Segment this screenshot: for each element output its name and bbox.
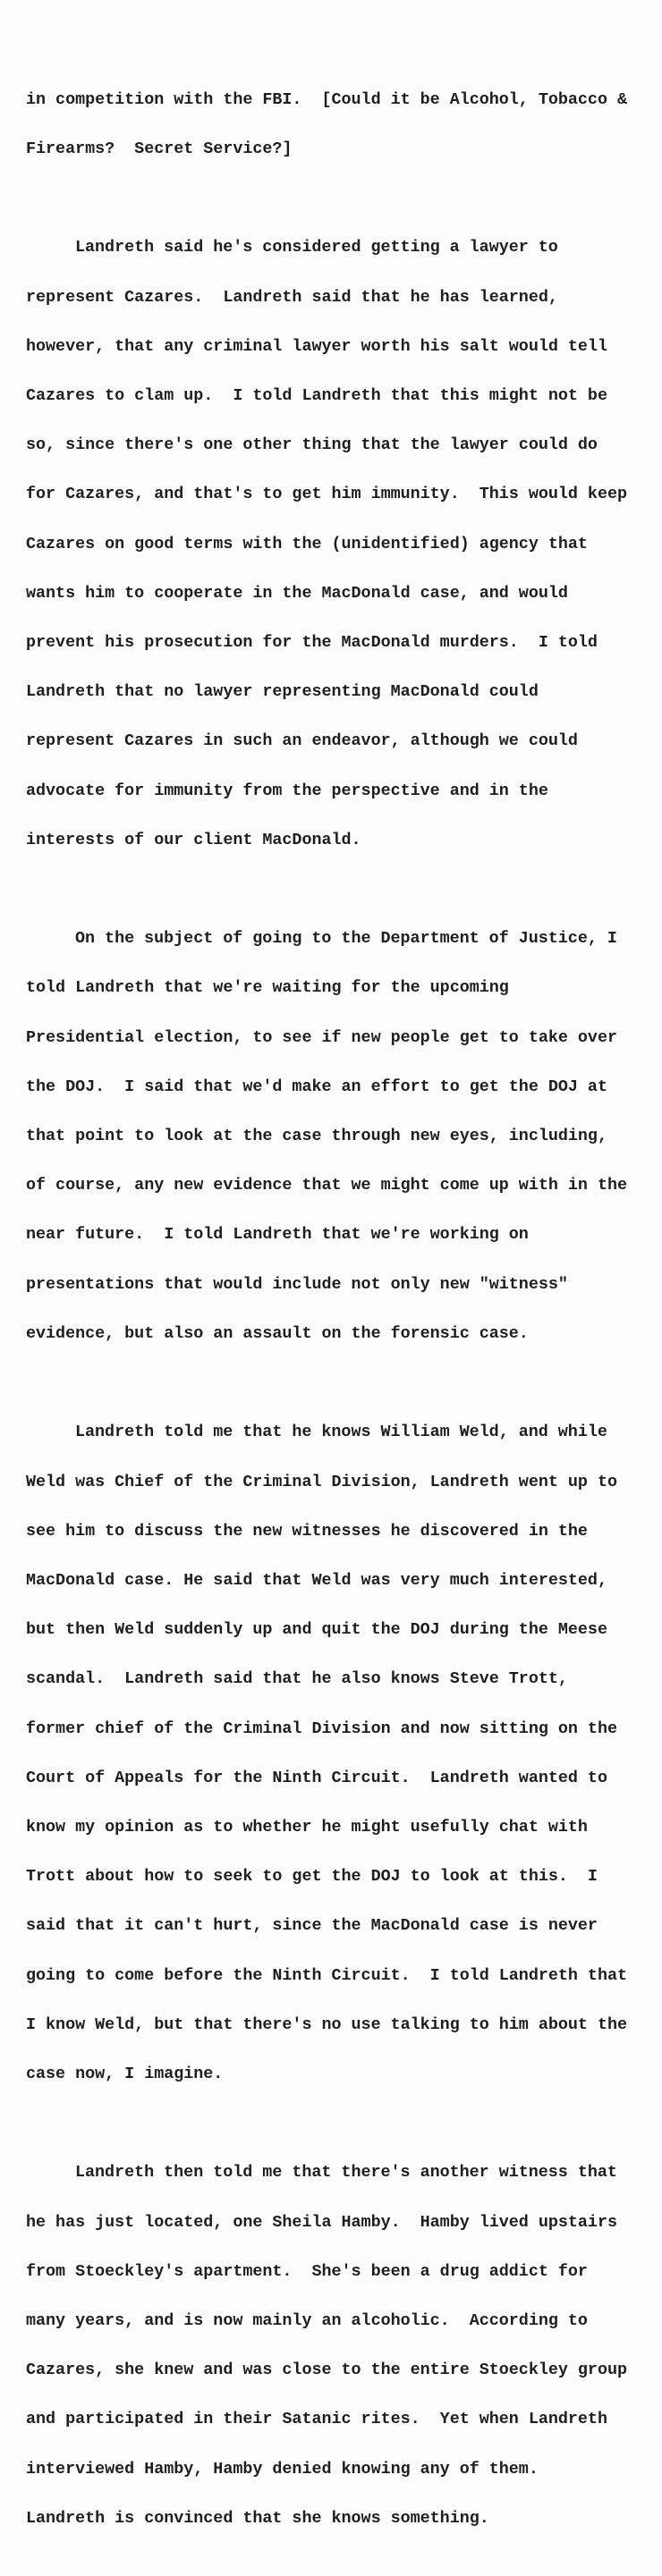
text-line: so, since there's one other thing that the lawyer could do — [26, 435, 598, 455]
text-line: advocate for immunity from the perspective and in the — [26, 781, 548, 800]
text-line: Weld was Chief of the Criminal Division, Landreth went up to — [26, 1472, 617, 1491]
text-line: scandal. Landreth said that he also knows Steve Trott, — [26, 1669, 568, 1689]
text-line — [26, 1424, 652, 1440]
text-line: however, that any criminal lawyer worth his salt would tell — [26, 336, 607, 356]
text-line: prevent his prosecution for the MacDonald murders. I told — [26, 633, 598, 653]
text-line-content: Landreth then told me that there's another witness that — [75, 2163, 617, 2183]
text-line: presentations that would include not only new "witness" — [26, 1274, 568, 1294]
text-line: Landreth is convinced that she knows something. — [26, 2508, 489, 2528]
text-line: Presidential election, to see if new people get to take over — [26, 1027, 617, 1047]
text-line — [26, 240, 652, 256]
text-line: Firearms? Secret Service?] — [26, 139, 293, 159]
text-line: Cazares to clam up. I told Landreth that this might not be — [26, 386, 607, 406]
text-line: interviewed Hamby, Hamby denied knowing any of them. — [26, 2459, 539, 2479]
paragraph-3 — [26, 898, 652, 1375]
text-line: near future. I told Landreth that we're working on — [26, 1225, 529, 1245]
document-page — [26, 59, 652, 2576]
text-line: case now, I imagine. — [26, 2064, 224, 2083]
text-line: interests of our client MacDonald. — [26, 830, 361, 849]
text-line: said that it can't hurt, since the MacDonald case is never — [26, 1916, 598, 1936]
text-line: going to come before the Ninth Circuit. I told Landreth that — [26, 1965, 627, 1985]
text-line: told Landreth that we're waiting for the upcoming — [26, 978, 509, 998]
text-line: for Cazares, and that's to get him immunity. This would keep — [26, 485, 627, 504]
text-line-content: Landreth said he's considered getting a lawyer to — [75, 238, 558, 258]
text-line-content: Landreth told me that he knows William Weld, and while — [75, 1423, 607, 1442]
text-line: Cazares on good terms with the (unidentified) agency that — [26, 534, 588, 553]
paragraph-2 — [26, 207, 652, 882]
text-line: former chief of the Criminal Division and now sitting on the — [26, 1719, 617, 1738]
text-line: see him to discuss the new witnesses he discovered in the — [26, 1521, 588, 1541]
text-line: in competition with the FBI. [Could it be Alcohol, Tobacco & — [26, 89, 627, 109]
text-line: the DOJ. I said that we'd make an effort to get the DOJ at — [26, 1077, 607, 1096]
text-line: Court of Appeals for the Ninth Circuit. Landreth wanted to — [26, 1768, 607, 1787]
text-line: Landreth that no lawyer representing MacDonald could — [26, 682, 539, 702]
text-line: I know Weld, but that there's no use talking to him about the — [26, 2014, 627, 2034]
text-line: that point to look at the case through new eyes, including, — [26, 1127, 607, 1146]
paragraph-4 — [26, 1391, 652, 2116]
paragraph-1 — [26, 59, 652, 190]
text-line-content: On the subject of going to the Department of Justice, I — [75, 929, 617, 949]
text-line: wants him to cooperate in the MacDonald case, and would — [26, 583, 568, 603]
text-line: of course, any new evidence that we might come up with in the — [26, 1176, 627, 1195]
text-line: represent Cazares. Landreth said that he has learned, — [26, 287, 558, 307]
text-line: many years, and is now mainly an alcoholic. According to — [26, 2310, 588, 2330]
text-line: but then Weld suddenly up and quit the DOJ during the Meese — [26, 1620, 607, 1640]
text-line: from Stoeckley's apartment. She's been a drug addict for — [26, 2261, 588, 2281]
text-line — [26, 931, 652, 947]
text-line: represent Cazares in such an endeavor, although we could — [26, 731, 578, 751]
text-line: Trott about how to seek to get the DOJ to look at this. I — [26, 1867, 598, 1887]
text-line: he has just located, one Sheila Hamby. Hamby lived upstairs — [26, 2212, 617, 2232]
text-line: MacDonald case. He said that Weld was very much interested, — [26, 1570, 607, 1590]
text-line: know my opinion as to whether he might usefully chat with — [26, 1817, 588, 1837]
text-line: evidence, but also an assault on the forensic case. — [26, 1323, 529, 1343]
text-line — [26, 2165, 652, 2181]
text-line: Cazares, she knew and was close to the entire Stoeckley group — [26, 2361, 627, 2380]
paragraph-5 — [26, 2133, 652, 2560]
text-line: and participated in their Satanic rites. Yet when Landreth — [26, 2410, 607, 2429]
